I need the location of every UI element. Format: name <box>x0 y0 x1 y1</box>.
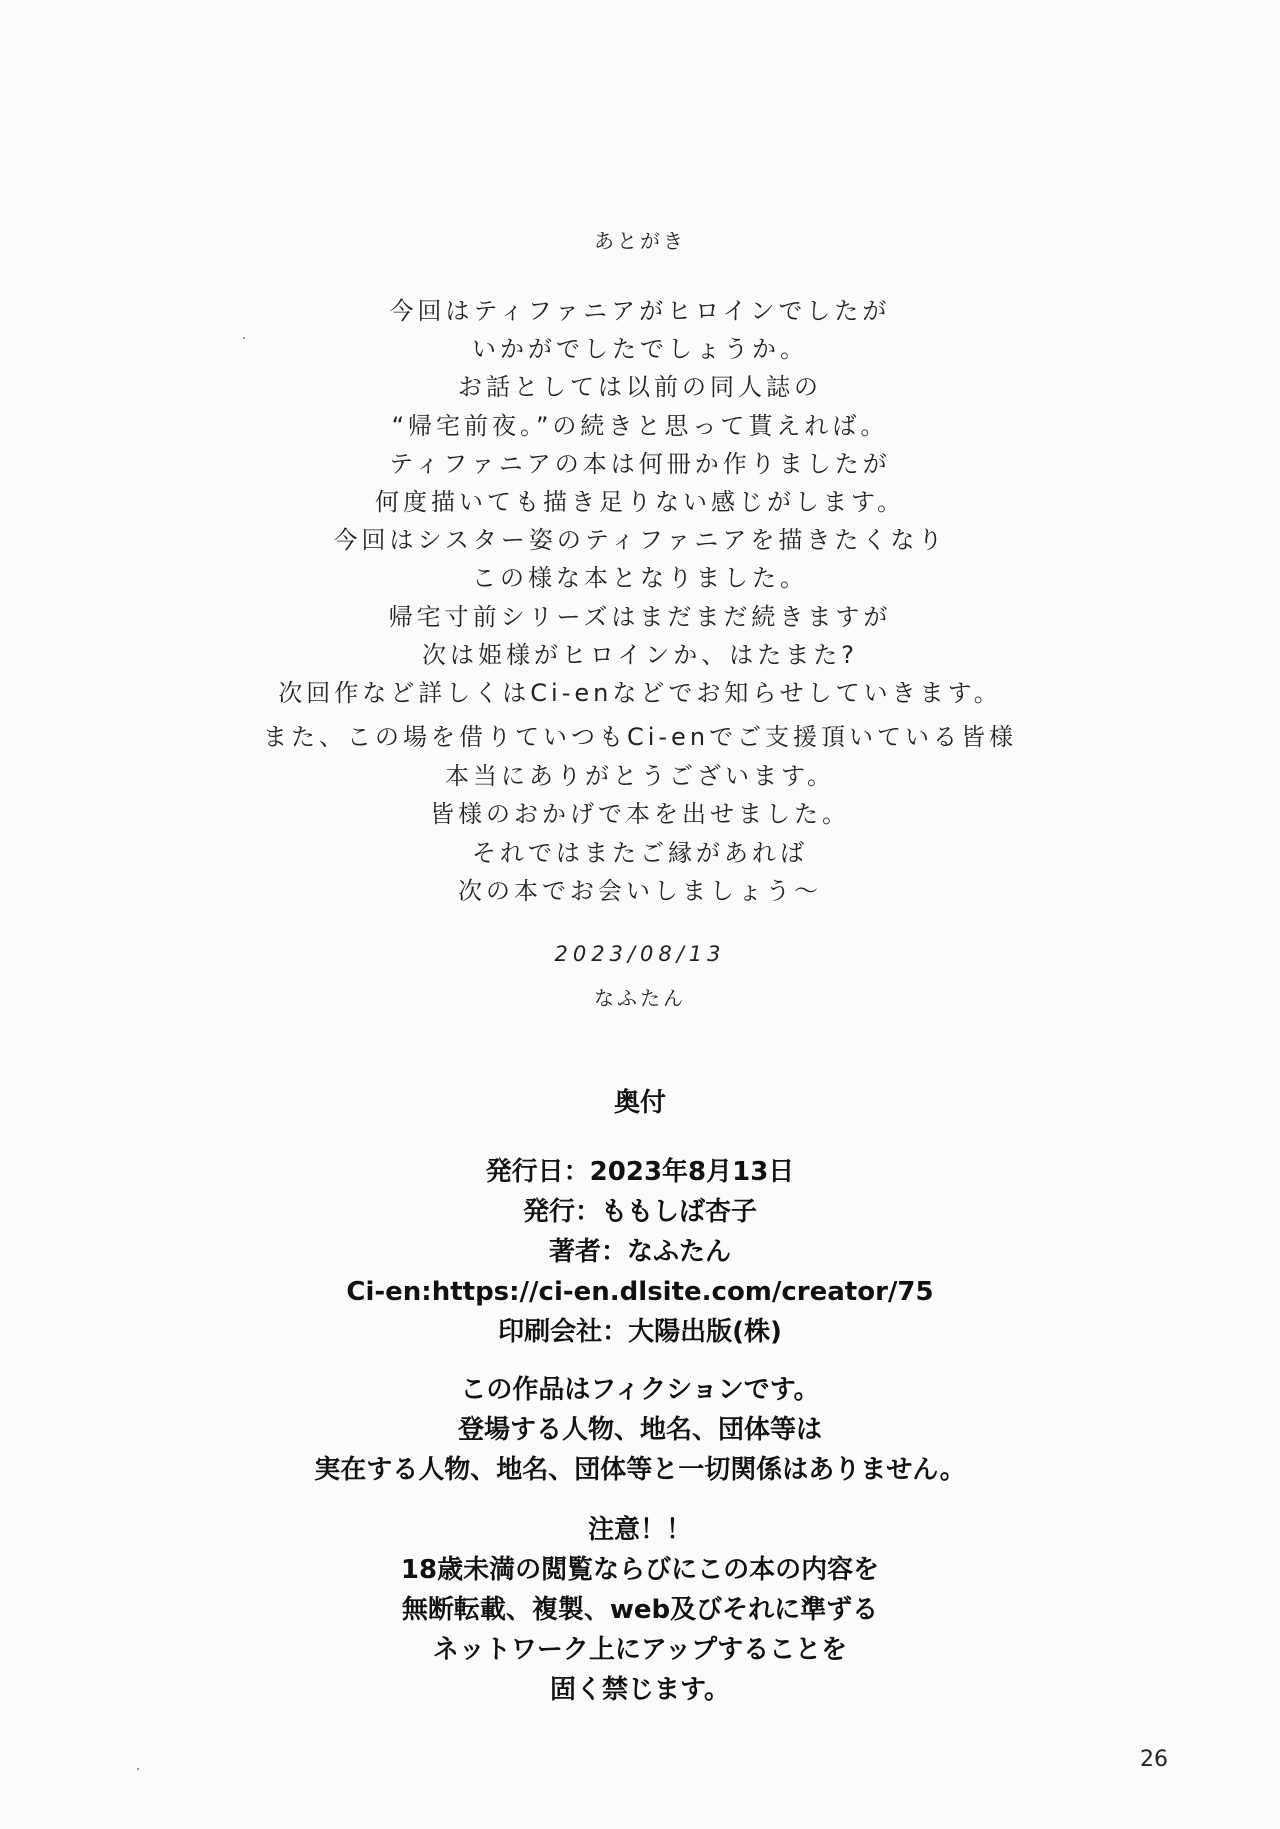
afterword-line: お話としては以前の同人誌の <box>458 373 822 402</box>
colophon-title: 奥付 <box>613 1088 666 1118</box>
fiction-notice-line: 実在する人物、地名、団体等と一切関係はありません。 <box>314 1455 966 1485</box>
colophon-printer: 印刷会社：大陽出版(株) <box>498 1317 782 1347</box>
afterword-paragraph-2 <box>0 718 1280 911</box>
colophon-url: Ci-en:https://ci-en.dlsite.com/creator/75 <box>346 1277 934 1307</box>
afterword-line: 次の本でお会いしましょう～ <box>458 877 822 906</box>
afterword-line: 帰宅寸前シリーズはまだまだ続きますが <box>388 602 892 631</box>
afterword-date: 2023/08/13 <box>554 942 726 966</box>
afterword-line: この様な本となりました。 <box>472 564 808 593</box>
afterword-line: それではまたご縁があれば <box>472 838 808 867</box>
warning-notice <box>0 1510 1280 1710</box>
warning-line: 無断転載、複製、web及びそれに準ずる <box>401 1595 879 1625</box>
colophon-author: 著者：なふたん <box>548 1237 731 1267</box>
afterword-line: ティファニアの本は何冊か作りましたが <box>389 449 891 478</box>
warning-line: 18歳未満の閲覧ならびにこの本の内容を <box>400 1555 880 1585</box>
afterword-line: 次回作など詳しくはCi-enなどでお知らせしていきます。 <box>278 679 1002 708</box>
afterword-line: 皆様のおかげで本を出せました。 <box>430 800 850 829</box>
fiction-notice-line: この作品はフィクションです。 <box>460 1375 820 1405</box>
fiction-notice <box>0 1370 1280 1490</box>
paper-speck <box>137 1768 139 1770</box>
afterword-line: 何度描いても描き足りない感じがします。 <box>374 488 906 517</box>
page-number: 26 <box>1140 1747 1168 1772</box>
afterword-line: いかがでしたでしょうか。 <box>472 335 808 364</box>
colophon-publisher: 発行：ももしば杏子 <box>522 1197 757 1227</box>
afterword-paragraph-1 <box>0 292 1280 712</box>
colophon-info <box>0 1152 1280 1352</box>
colophon-publish-date: 発行日：2023年8月13日 <box>485 1157 795 1187</box>
afterword-line: “帰宅前夜。”の続きと思って貰えれば。 <box>391 411 889 440</box>
afterword-line: 次は姫様がヒロインか、はたまた? <box>421 640 859 669</box>
afterword-line: 本当にありがとうございます。 <box>444 761 836 790</box>
afterword-line: また、この場を借りていつもCi-enでご支援頂いている皆様 <box>262 723 1018 751</box>
afterword-title: あとがき <box>594 229 686 253</box>
warning-line: ネットワーク上にアップすることを <box>432 1635 848 1665</box>
afterword-line: 今回はティファニアがヒロインでしたが <box>389 297 891 325</box>
fiction-notice-line: 登場する人物、地名、団体等は <box>457 1415 822 1445</box>
afterword-line: 今回はシスター姿のティファニアを描きたくなり <box>333 526 947 555</box>
warning-line: 固く禁じます。 <box>550 1675 730 1705</box>
afterword-author-sign: なふたん <box>594 986 686 1010</box>
warning-heading: 注意！！ <box>587 1515 692 1545</box>
